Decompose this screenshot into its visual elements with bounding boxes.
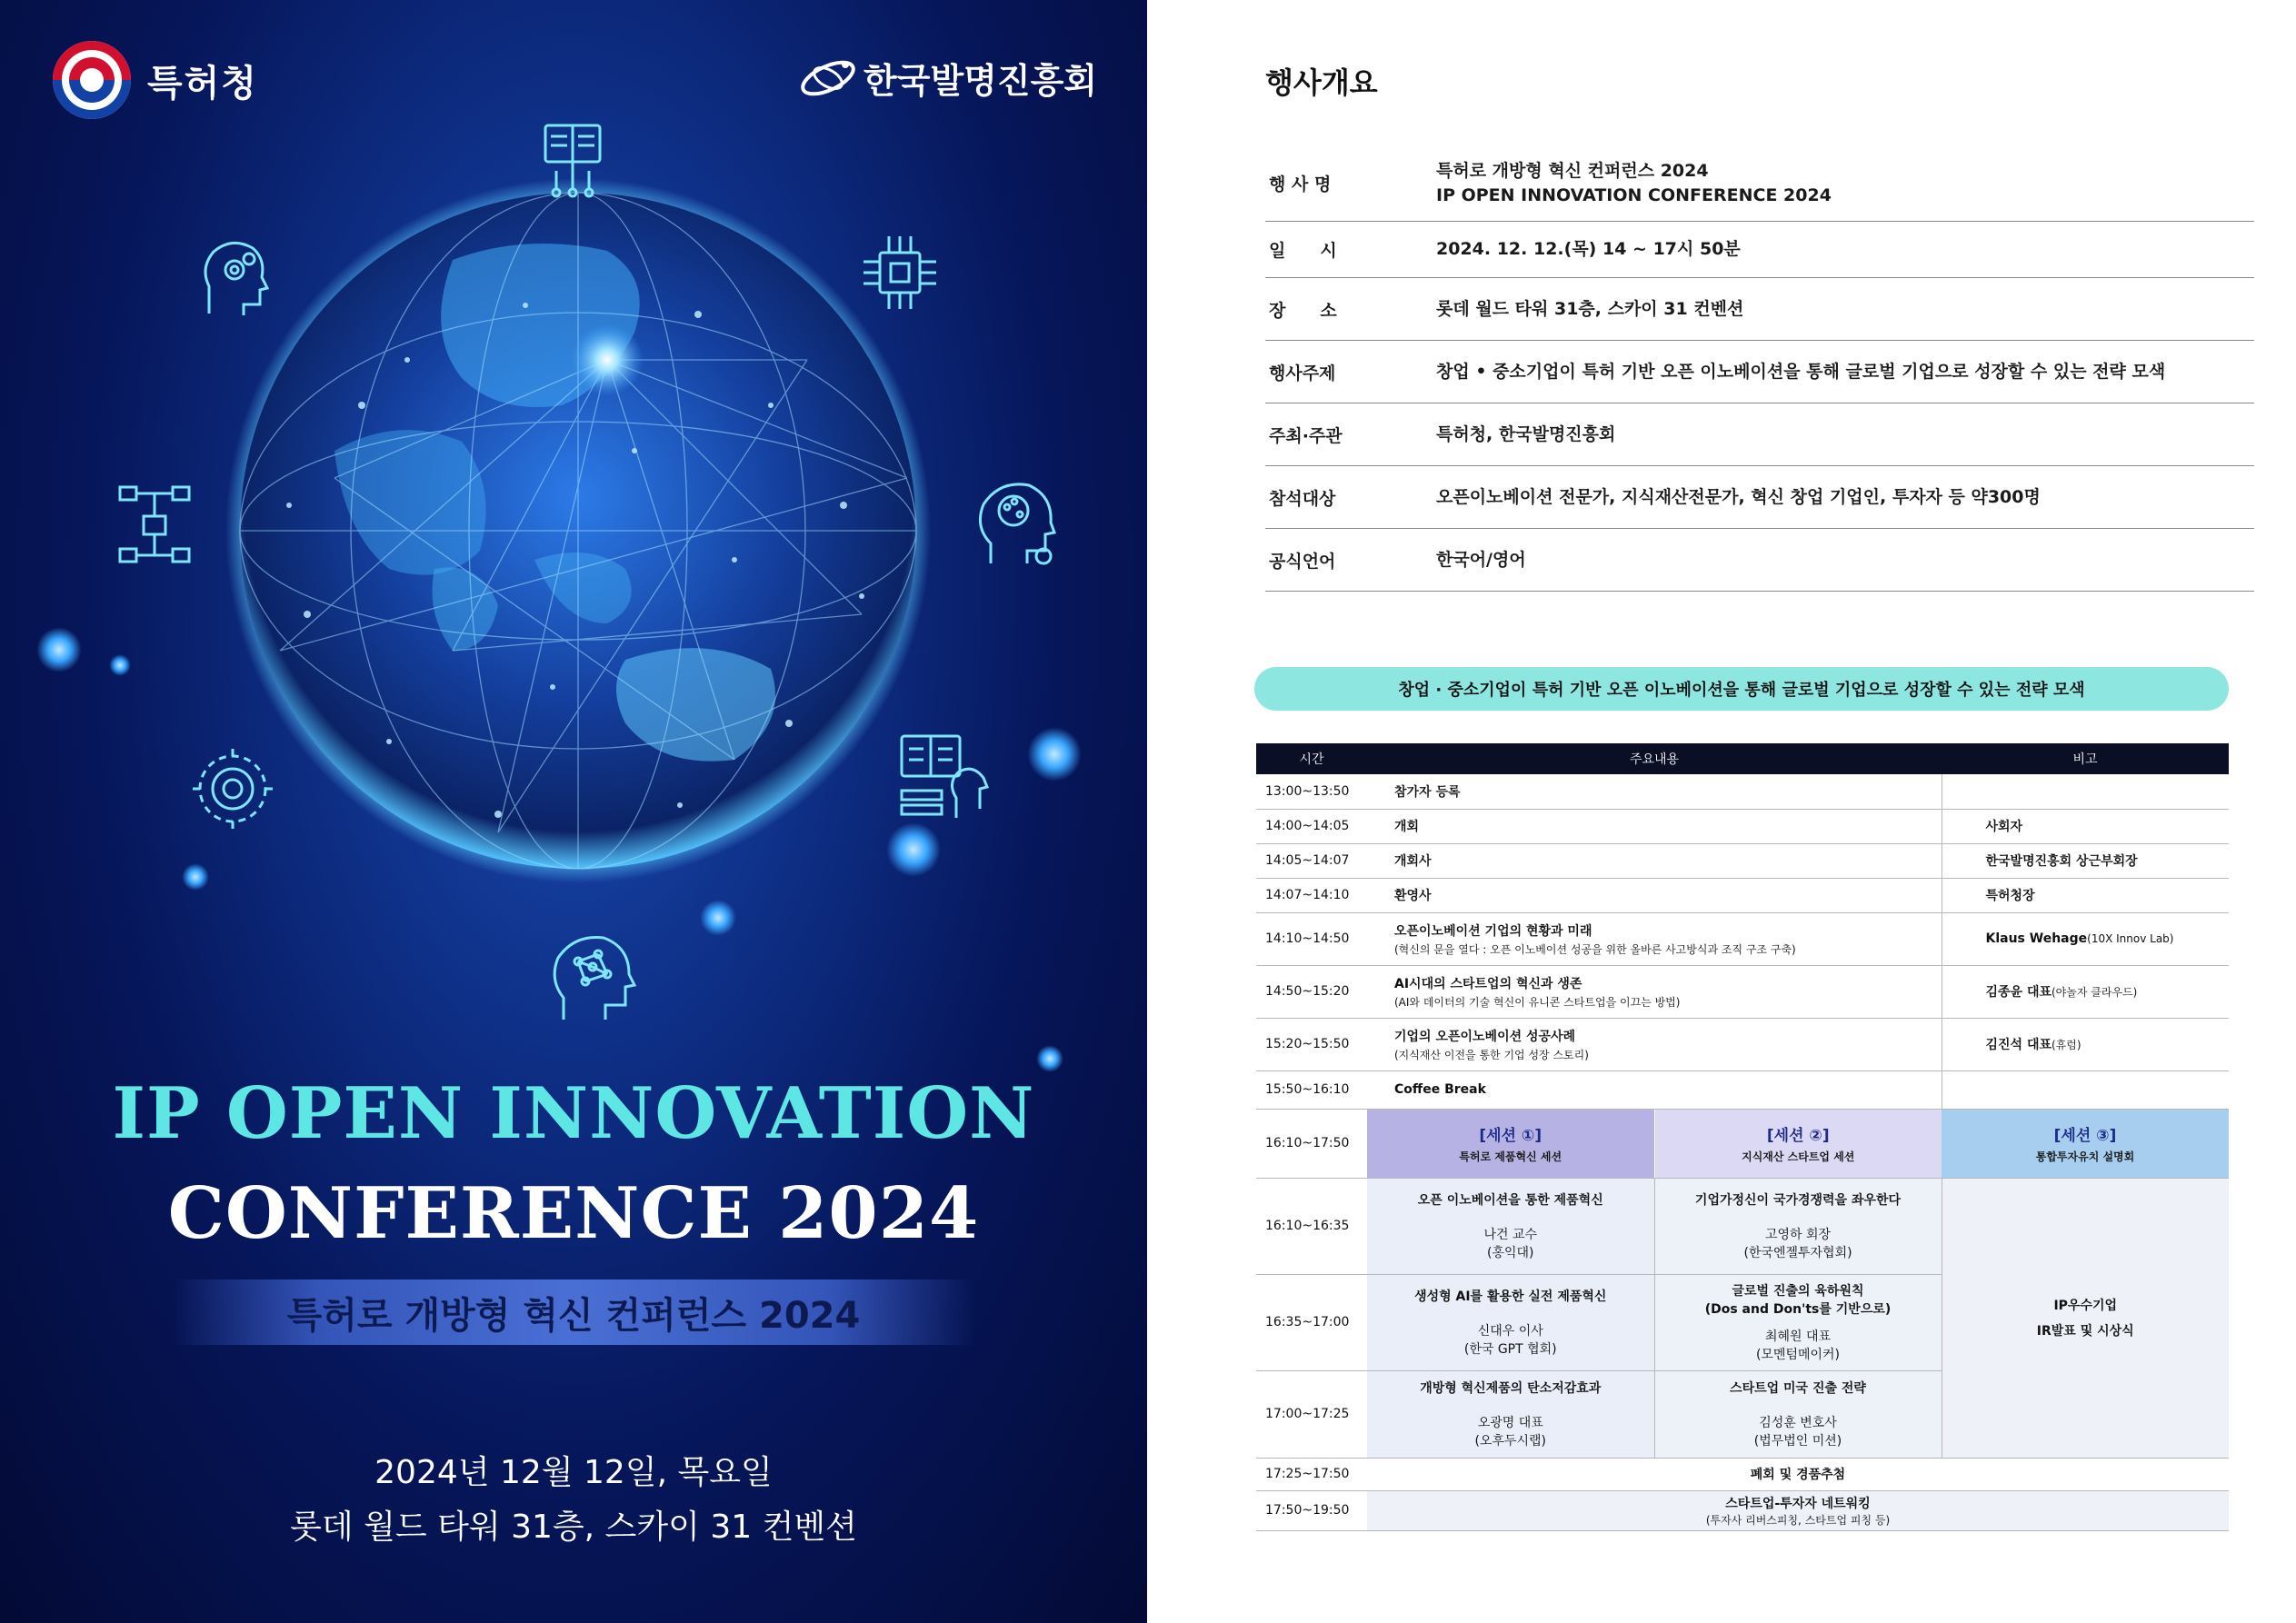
book-hand-icon (893, 727, 993, 827)
row-note (1942, 1070, 2229, 1109)
poster-title-line2: CONFERENCE 2024 (167, 1172, 980, 1255)
speaker-org: (야놀자 클라우드) (2051, 986, 2138, 999)
brain-head-icon (963, 473, 1063, 573)
row-subtitle: (AI와 데이터의 기술 혁신이 유니콘 스타트업을 이끄는 방법) (1394, 995, 1681, 1009)
speaker-name: 고영하 회장 (1764, 1228, 1832, 1242)
row-title: AI시대의 스타트업의 혁신과 생존 (1394, 976, 1582, 991)
row-note: 특허청장 (1942, 878, 2229, 912)
poster-venue: 롯데 월드 타워 31층, 스카이 31 컨벤션 (290, 1508, 857, 1546)
row-note (1942, 912, 2229, 965)
taegeuk-icon (53, 41, 131, 119)
overview-key: 행 사 명 (1269, 174, 1332, 194)
session-desc: 특허로 제품혁신 세션 (1459, 1150, 1562, 1163)
overview-row (1265, 403, 2254, 466)
speaker-name: 김종윤 대표 (1985, 985, 2051, 1000)
kipa-logo (798, 53, 1097, 103)
event-name-en: IP OPEN INNOVATION CONFERENCE 2024 (1436, 184, 1832, 205)
poster-subtitle: 특허로 개방형 혁신 컨퍼런스 2024 (286, 1294, 861, 1337)
overview-value: 창업 • 중소기업이 특허 기반 오픈 이노베이션을 통해 글로벌 기업으로 성장할 수 있는 전략 모색 (1436, 361, 2166, 382)
session-header-row (1256, 1109, 2229, 1178)
globe-illustration (225, 178, 931, 883)
session-1-talk (1367, 1370, 1654, 1458)
book-circuit-icon (529, 116, 616, 204)
speaker-name: 나건 교수 (1483, 1228, 1538, 1242)
speaker-org: (홍익대) (1487, 1246, 1534, 1260)
row-time: 14:50~15:20 (1256, 965, 1367, 1018)
speaker-name: 김진석 대표 (1985, 1038, 2051, 1052)
session-3-talk (1942, 1178, 2229, 1458)
session-label: [세션 ①] (1479, 1127, 1542, 1145)
overview-key: 장 소 (1269, 300, 1337, 321)
table-row (1256, 878, 2229, 912)
overview-page (1147, 0, 2296, 1623)
overview-key: 일 시 (1269, 241, 1337, 261)
row-time: 16:10~16:35 (1256, 1178, 1367, 1274)
session-label: [세션 ②] (1766, 1127, 1830, 1145)
talk-title: 글로벌 진출의 육하원칙 (1732, 1284, 1864, 1299)
row-title: 기업의 오픈이노베이션 성공사례 (1394, 1029, 1576, 1044)
poster (0, 0, 1147, 1623)
session-3-header (1942, 1109, 2229, 1178)
speaker-org: (오후두시랩) (1474, 1434, 1547, 1449)
row-time: 14:10~14:50 (1256, 912, 1367, 965)
session-desc: 지식재산 스타트업 세션 (1742, 1150, 1855, 1163)
speaker-org: (법무법인 미션) (1753, 1434, 1842, 1449)
row-subtitle: (지식재산 이전을 통한 기업 성장 스토리) (1394, 1048, 1589, 1061)
row-content (1367, 843, 1942, 878)
row-time: 14:07~14:10 (1256, 878, 1367, 912)
overview-row (1265, 278, 2254, 341)
speaker-org: (모멘텀메이커) (1755, 1348, 1841, 1362)
row-note (1942, 774, 2229, 809)
row-title: 개회사 (1394, 854, 1432, 869)
kipo-logo (53, 41, 258, 119)
overview-value (1436, 159, 2254, 208)
overview-value: 한국어/영어 (1436, 549, 1526, 570)
row-title: 환영사 (1394, 889, 1432, 903)
session-2-talk (1654, 1370, 1942, 1458)
schedule-table (1256, 743, 2229, 1531)
kipa-name: 한국발명진흥회 (863, 61, 1097, 101)
row-title: 참가자 등록 (1394, 784, 1461, 800)
poster-subtitle-bar (173, 1279, 974, 1345)
session-row (1256, 1178, 2229, 1274)
row-time: 15:20~15:50 (1256, 1018, 1367, 1070)
table-row (1256, 774, 2229, 809)
speaker-name: 신대우 이사 (1477, 1324, 1543, 1339)
head-network-icon (542, 925, 642, 1025)
overview-heading: 행사개요 (1265, 65, 1378, 100)
talk-title: 기업가정신이 국가경쟁력을 좌우한다 (1694, 1193, 1902, 1208)
row-title: 개회 (1394, 820, 1420, 834)
closing-row (1256, 1458, 2229, 1490)
session-1-header (1367, 1109, 1654, 1178)
row-title: 오픈이노베이션 기업의 현황과 미래 (1394, 923, 1592, 939)
table-row (1256, 912, 2229, 965)
speaker-org: (한국엔젤투자협회) (1743, 1246, 1852, 1260)
kipa-emblem-icon (798, 54, 858, 103)
speaker-name: Klaus Wehage (1985, 931, 2088, 946)
event-name-ko: 특허로 개방형 혁신 컨퍼런스 2024 (1436, 160, 1709, 181)
gear-circuit-icon (187, 743, 278, 834)
row-note (1942, 1018, 2229, 1070)
session-desc: 통합투자유치 설명회 (2035, 1150, 2135, 1163)
session-1-talk (1367, 1274, 1654, 1370)
row-title: Coffee Break (1394, 1082, 1486, 1097)
talk-title: 스타트업 미국 진출 전략 (1730, 1381, 1866, 1396)
overview-row (1265, 466, 2254, 529)
table-row (1256, 843, 2229, 878)
speaker-org: (한국 GPT 협회) (1463, 1342, 1557, 1357)
overview-key: 주최·주관 (1269, 425, 1343, 446)
overview-row (1265, 222, 2254, 278)
row-note: 사회자 (1942, 809, 2229, 843)
session-2-header (1654, 1109, 1942, 1178)
overview-key: 참석대상 (1269, 488, 1336, 509)
session-1-talk (1367, 1178, 1654, 1274)
row-time: 14:00~14:05 (1256, 809, 1367, 843)
table-row (1256, 965, 2229, 1018)
speaker-name: 김성훈 변호사 (1759, 1416, 1837, 1430)
overview-value: 롯데 월드 타워 31층, 스카이 31 컨벤션 (1436, 298, 1744, 319)
row-time: 17:25~17:50 (1256, 1458, 1367, 1490)
network-content (1367, 1490, 2229, 1530)
s3-line2: IR발표 및 시상식 (2036, 1324, 2134, 1339)
network-row (1256, 1490, 2229, 1530)
overview-value: 특허청, 한국발명진흥회 (1436, 423, 1616, 444)
talk-title: 오픈 이노베이션을 통한 제품혁신 (1417, 1193, 1603, 1208)
poster-date: 2024년 12월 12일, 목요일 (374, 1454, 773, 1491)
row-content (1367, 912, 1942, 965)
speaker-org: (10X Innov Lab) (2087, 932, 2174, 945)
table-row (1256, 809, 2229, 843)
header-note: 비고 (1942, 743, 2229, 774)
row-time: 13:00~13:50 (1256, 774, 1367, 809)
row-time: 17:50~19:50 (1256, 1490, 1367, 1530)
overview-row (1265, 529, 2254, 592)
row-content (1367, 809, 1942, 843)
overview-value: 오픈이노베이션 전문가, 지식재산전문가, 혁신 창업 기업인, 투자자 등 약300명 (1436, 486, 2041, 507)
row-note: 한국발명진흥회 상근부회장 (1942, 843, 2229, 878)
session-2-talk (1654, 1274, 1942, 1370)
row-content (1367, 878, 1942, 912)
flowchart-icon (111, 480, 198, 571)
poster-title-line1: IP OPEN INNOVATION (112, 1072, 1035, 1155)
kipo-name: 특허청 (147, 62, 258, 105)
head-gears-icon (191, 232, 278, 323)
s3-line1: IP우수기업 (2053, 1299, 2118, 1313)
overview-value: 2024. 12. 12.(목) 14 ~ 17시 50분 (1436, 239, 1741, 259)
theme-banner: 창업 · 중소기업이 특허 기반 오픈 이노베이션을 통해 글로벌 기업으로 성장할 수 있는 전략 모색 (1254, 667, 2229, 711)
overview-key: 공식언어 (1269, 551, 1336, 572)
row-time: 15:50~16:10 (1256, 1070, 1367, 1109)
speaker-name: 최혜원 대표 (1764, 1329, 1832, 1344)
header-time: 시간 (1256, 743, 1367, 774)
row-subtitle: (혁신의 문을 열다 : 오픈 이노베이션 성공을 위한 올바른 사고방식과 조직 구조 구축) (1394, 942, 1796, 956)
overview-row (1265, 341, 2254, 403)
header-content: 주요내용 (1367, 743, 1942, 774)
row-content (1367, 1018, 1942, 1070)
row-time: 17:00~17:25 (1256, 1370, 1367, 1458)
row-content (1367, 965, 1942, 1018)
talk-title: 개방형 혁신제품의 탄소저감효과 (1420, 1381, 1602, 1396)
network-title: 스타트업-투자자 네트워킹 (1725, 1496, 1871, 1511)
row-content (1367, 774, 1942, 809)
talk-title: 생성형 AI를 활용한 실전 제품혁신 (1414, 1289, 1607, 1304)
closing-content: 폐회 및 경품추첨 (1367, 1458, 2229, 1490)
session-2-talk (1654, 1178, 1942, 1274)
schedule-header (1256, 743, 2229, 774)
network-sub: (투자사 리버스피칭, 스타트업 피칭 등) (1705, 1513, 1891, 1527)
table-row (1256, 1070, 2229, 1109)
row-time: 16:10~17:50 (1256, 1109, 1367, 1178)
session-label: [세션 ③] (2053, 1127, 2117, 1145)
overview-row (1265, 145, 2254, 222)
speaker-org: (휴럼) (2051, 1039, 2081, 1051)
overview-table (1265, 145, 2254, 592)
row-time: 16:35~17:00 (1256, 1274, 1367, 1370)
row-note (1942, 965, 2229, 1018)
overview-key: 행사주제 (1269, 363, 1336, 383)
chip-icon (854, 227, 945, 318)
table-row (1256, 1018, 2229, 1070)
row-time: 14:05~14:07 (1256, 843, 1367, 878)
talk-title-2: (Dos and Don'ts를 기반으로) (1704, 1302, 1892, 1317)
speaker-name: 오광명 대표 (1477, 1416, 1543, 1430)
row-content (1367, 1070, 1942, 1109)
